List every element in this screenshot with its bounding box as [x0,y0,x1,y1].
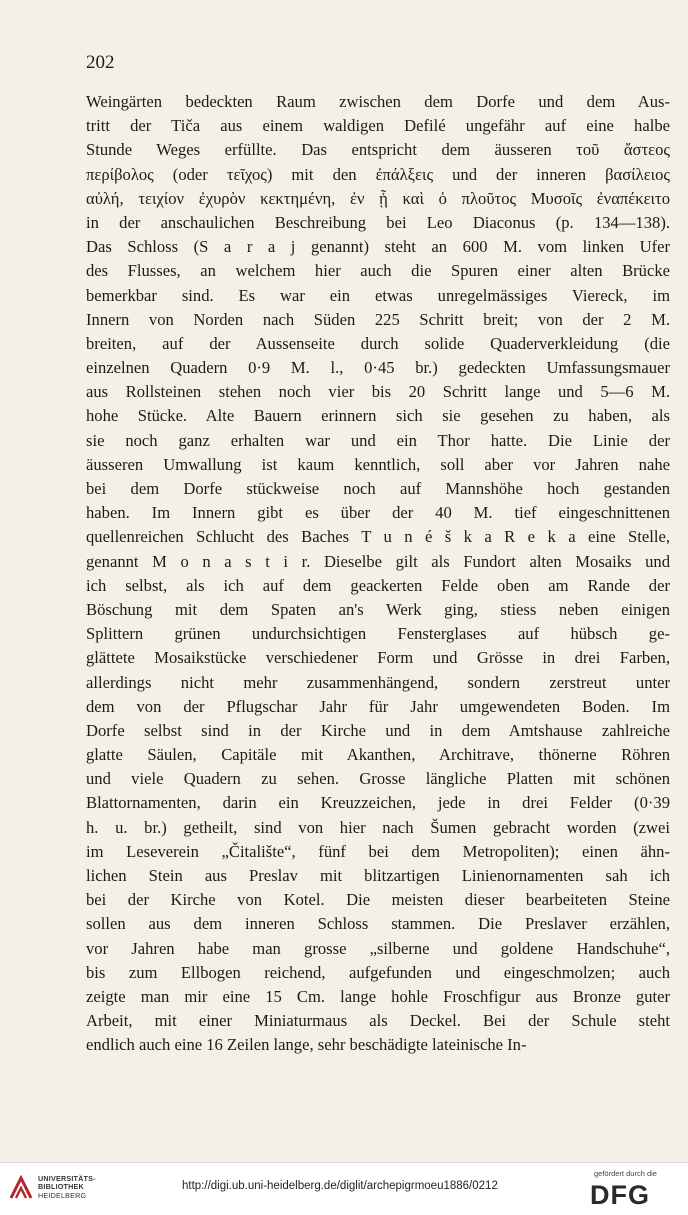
text-line: ich selbst, als ich auf dem geackerten Felde oben am Rande der [86,575,670,595]
text-line: glättete Mosaikstücke verschiedener Form und Grösse in drei Farben, [86,648,670,668]
text-line: und viele Quadern zu sehen. Grosse längliche Platten mit schönen [86,769,670,789]
text-line: des Flusses, an welchem hier auch die Spuren einer alten Brücke [86,261,670,281]
text-line: im Leseverein „Čitalište“, fünf bei dem Metropoliten); einen ähn- [86,841,670,861]
body-paragraph [86,90,670,1058]
text-line: breiten, auf der Aussenseite durch solide Quaderverkleidung (die [86,333,670,353]
library-name [38,1175,96,1200]
viewer-footer [0,1162,688,1215]
text-line: h. u. br.) getheilt, sind von hier nach Šumen gebracht worden (zwei [86,817,670,837]
text-line: αὐλή, τειχίον ἐχυρὸν κεκτημένη, ἐν ᾗ καὶ ὁ πλοῦτος Μυσοῖς ἐναπέκειτο [86,188,670,208]
text-line: bemerkbar sind. Es war ein etwas unregelmässiges Viereck, im [86,285,670,305]
text-line: dem von der Pflugschar Jahr für Jahr umgewendeten Boden. Im [86,696,670,716]
funding-caption: gefördert durch die [594,1169,657,1178]
text-line: sie noch ganz erhalten war und ein Thor hatte. Die Linie der [86,430,670,450]
text-line: Arbeit, mit einer Miniaturmaus als Deckel. Bei der Schule steht [86,1011,670,1031]
text-line: Innern von Norden nach Süden 225 Schritt breit; von der 2 M. [86,309,670,329]
text-line: hohe Stücke. Alte Bauern erinnern sich sie gesehen zu haben, als [86,406,670,426]
library-name-line: HEIDELBERG [38,1190,87,1200]
text-line: Splittern grünen undurchsichtigen Fensterglases auf hübsch ge- [86,624,670,644]
text-line: quellenreichen Schlucht des Baches T u n é š k a R e k a eine Stelle, [86,527,670,547]
text-line: Stunde Weges erfüllte. Das entspricht dem äusseren τοῦ ἄστεος [86,140,670,160]
text-line: in der anschaulichen Beschreibung bei Leo Diaconus (p. 134—138). [86,212,670,232]
university-library-logo-icon [8,1175,34,1201]
text-line: Das Schloss (S a r a j genannt) steht an 600 M. vom linken Ufer [86,237,670,257]
text-line: äusseren Umwallung ist kaum kenntlich, soll aber vor Jahren nahe [86,454,670,474]
text-line: bei der Kirche von Kotel. Die meisten dieser bearbeiteten Steine [86,890,670,910]
text-line: genannt M o n a s t i r. Dieselbe gilt als Fundort alten Mosaiks und [86,551,670,571]
text-line: Dorfe selbst sind in der Kirche und in dem Amtshause zahlreiche [86,720,670,740]
text-line: haben. Im Innern gibt es über der 40 M. tief eingeschnittenen [86,503,670,523]
text-line: Weingärten bedeckten Raum zwischen dem Dorfe und dem Aus- [86,92,670,111]
text-line: zeigte man mir eine 15 Cm. lange hohle Froschfigur aus Bronze guter [86,986,670,1006]
text-line: aus Rollsteinen stehen noch vier bis 20 Schritt lange und 5—6 M. [86,382,670,402]
text-line: glatte Säulen, Capitäle mit Akanthen, Architrave, thönerne Röhren [86,745,670,765]
library-name-line: BIBLIOTHEK [38,1182,84,1192]
text-line: vor Jahren habe man grosse „silberne und goldene Handschuhe“, [86,938,670,958]
text-line: Böschung mit dem Spaten an's Werk ging, stiess neben einigen [86,599,670,619]
text-line: allerdings nicht mehr zusammenhängend, sondern zerstreut unter [86,672,670,692]
page-number: 202 [86,52,115,73]
text-line: einzelnen Quadern 0·9 M. l., 0·45 br.) gedeckten Umfassungsmauer [86,358,670,378]
dfg-logo: DFG [590,1180,650,1210]
text-line: tritt der Tiča aus einem waldigen Defilé ungefähr auf eine halbe [86,116,670,136]
text-line: bei dem Dorfe stückweise noch auf Mannshöhe hoch gestanden [86,479,670,498]
text-line: endlich auch eine 16 Zeilen lange, sehr beschädigte lateinische In- [86,1035,527,1055]
text-line: sollen aus dem inneren Schloss stammen. Die Preslaver erzählen, [86,914,670,934]
library-name-line: UNIVERSITÄTS- [38,1174,96,1183]
text-line: bis zum Ellbogen reichend, aufgefunden und eingeschmolzen; auch [86,962,670,982]
permalink-url[interactable]: http://digi.ub.uni-heidelberg.de/diglit/archepigrmoeu1886/0212 [182,1180,498,1192]
text-line: Blattornamenten, darin ein Kreuzzeichen, jede in drei Felder (0·39 [86,793,670,813]
text-line: περίβολος (oder τεῖχος) mit den ἐπάλξεις und der inneren βασίλειος [86,164,670,184]
text-line: lichen Stein aus Preslav mit blitzartigen Linienornamenten sah ich [86,866,670,885]
